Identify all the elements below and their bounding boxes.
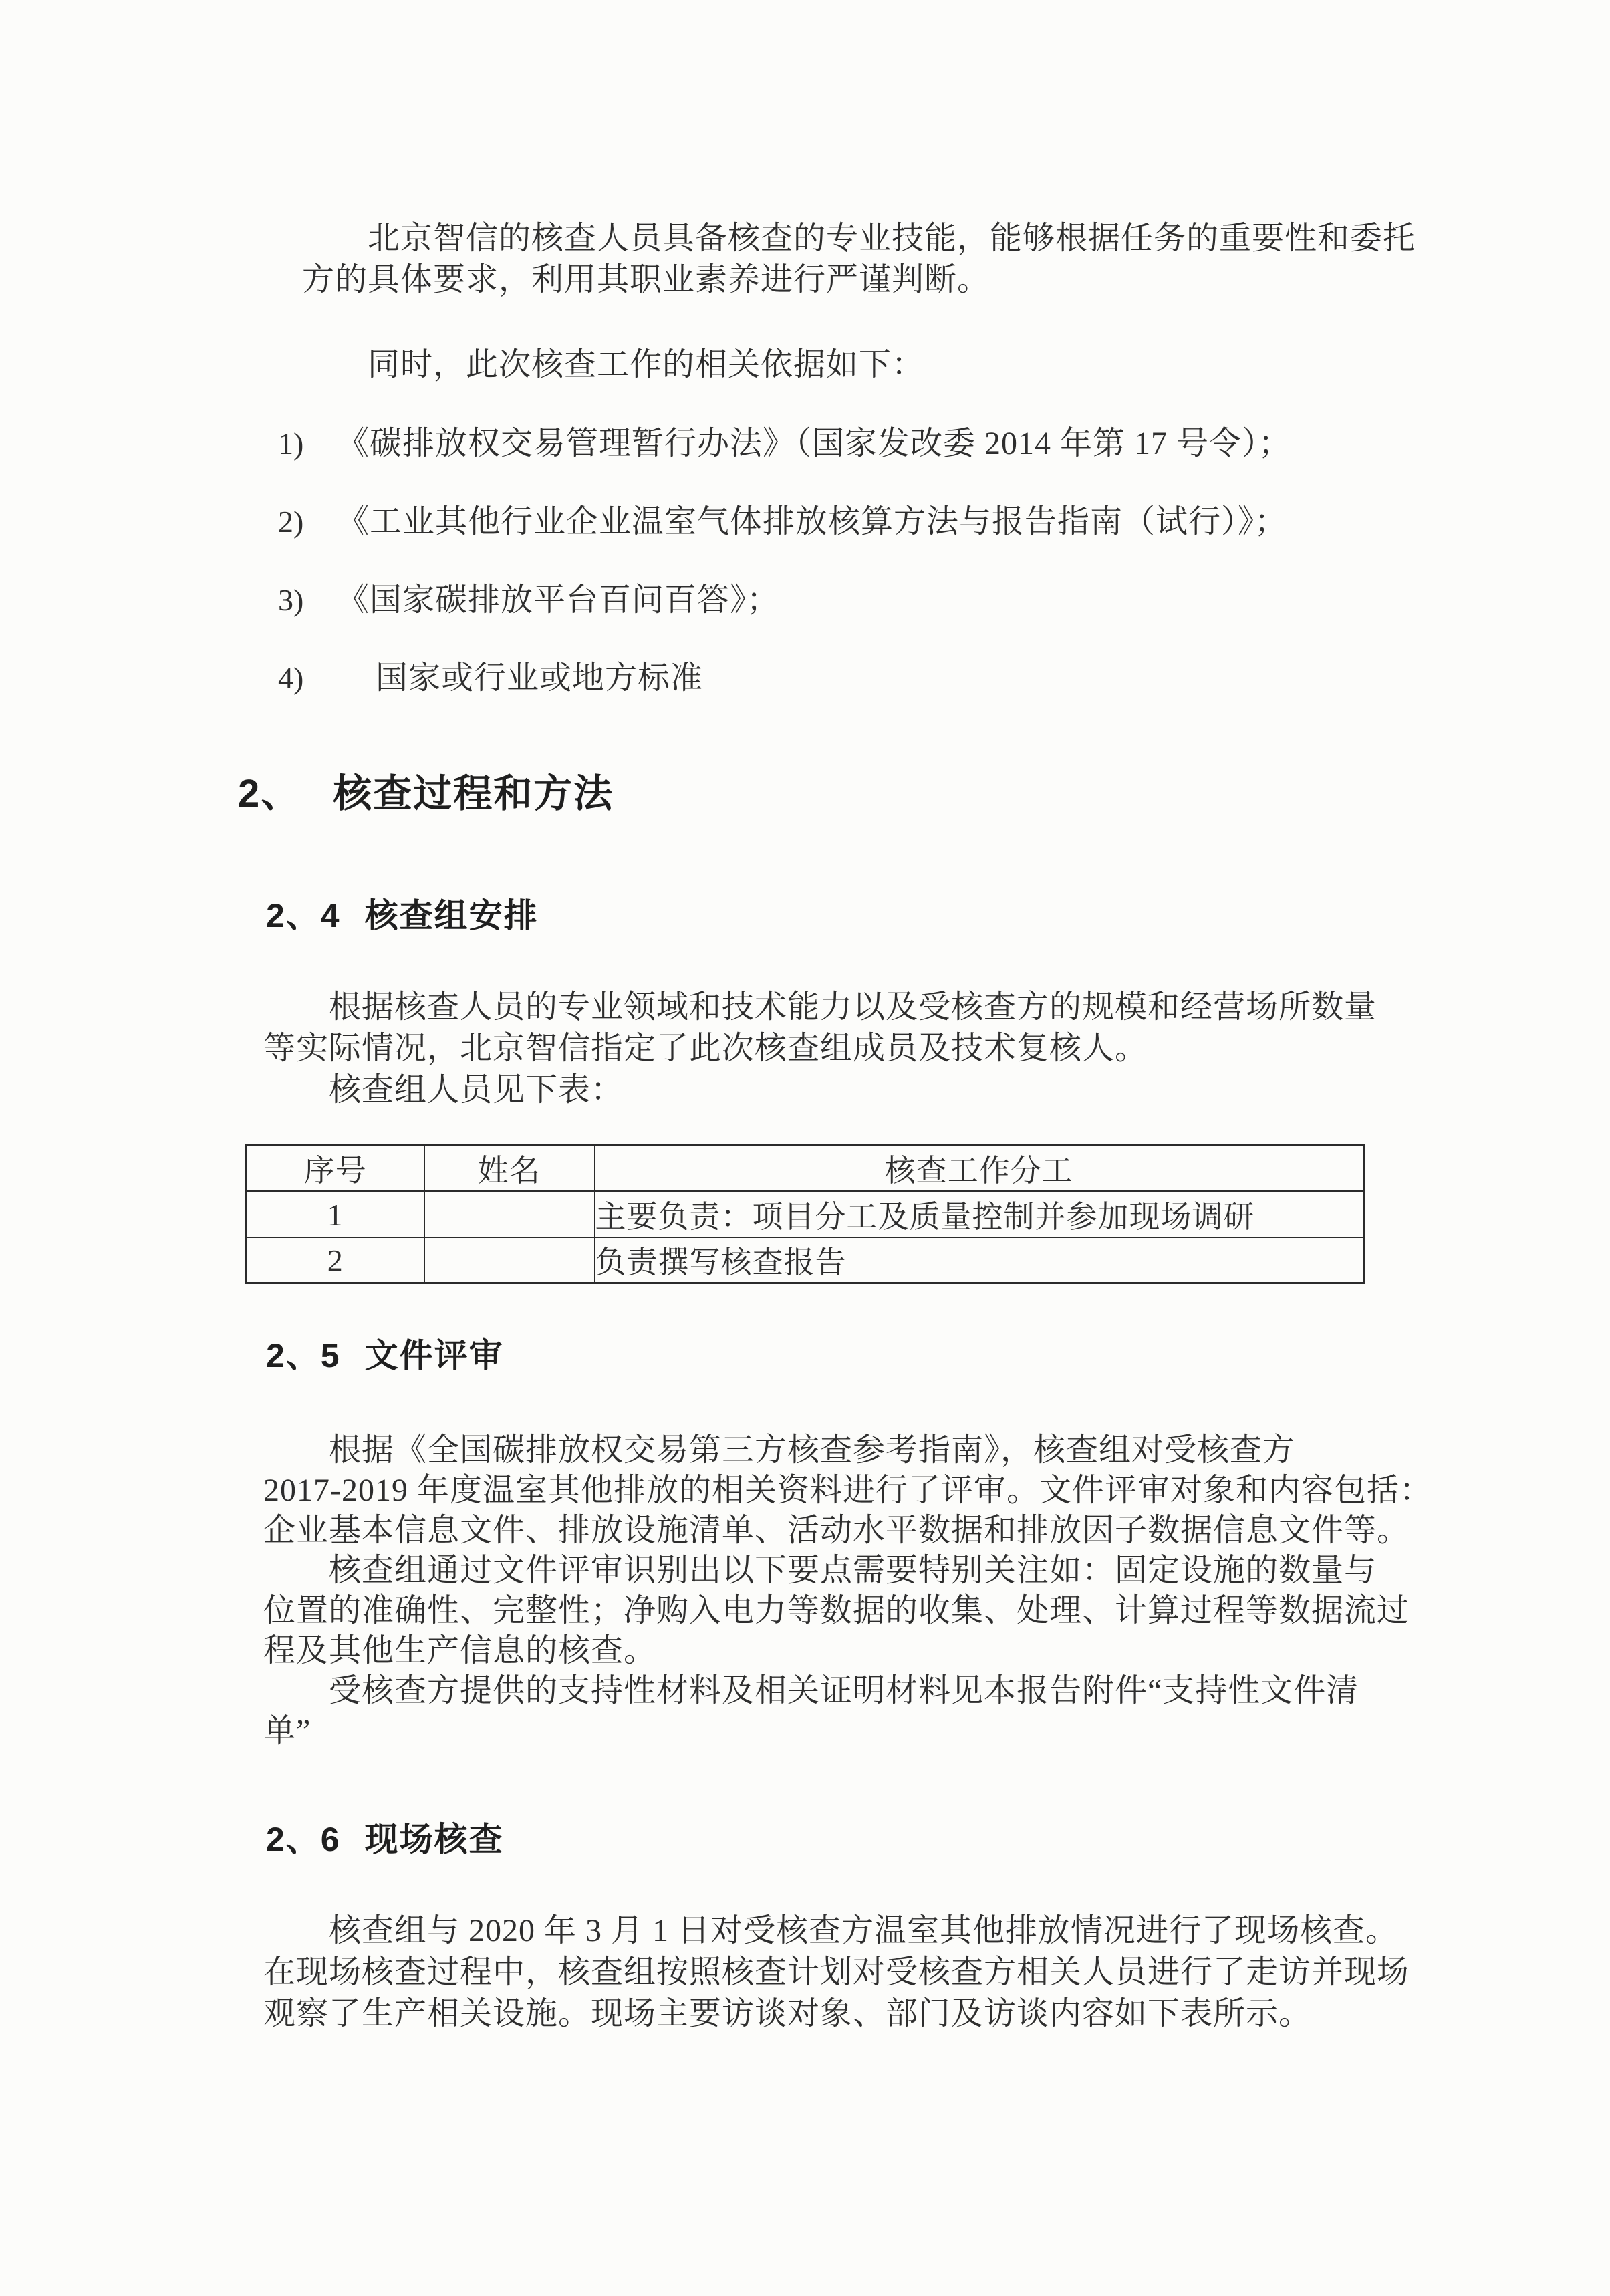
- text-line: 2017-2019 年度温室其他排放的相关资料进行了评审。文件评审对象和内容包括：: [263, 1473, 1432, 1508]
- section-2-heading: [238, 762, 614, 818]
- table-cell-name: [424, 1237, 595, 1283]
- basis-item: [278, 660, 1291, 697]
- basis-item: [278, 503, 1291, 541]
- text-line: 根据核查人员的专业领域和技术能力以及受核查方的规模和经营场所数量: [263, 989, 1377, 1025]
- table-header-row: [247, 1146, 1364, 1192]
- subsection-26-heading: [266, 1813, 504, 1861]
- text-line: 根据《全国碳排放权交易第三方核查参考指南》，核查组对受核查方: [263, 1432, 1296, 1468]
- basis-item: [278, 425, 1291, 463]
- basis-item-text: 《工业其他行业企业温室气体排放核算方法与报告指南（试行）》；: [337, 504, 1288, 539]
- subsection-25-title: 文件评审: [364, 1337, 504, 1374]
- text-line: 方的具体要求，利用其职业素养进行严谨判断。: [302, 262, 990, 297]
- text-line: 核查组人员见下表：: [263, 1072, 624, 1108]
- team-arrangement-paragraph: [263, 987, 1377, 1111]
- basis-item-marker: 2): [278, 505, 304, 539]
- table-row: [247, 1192, 1364, 1238]
- text-line: 在现场核查过程中，核查组按照核查计划对受核查方相关人员进行了走访并现场: [263, 1954, 1410, 1990]
- basis-item-marker: 3): [278, 583, 304, 617]
- subsection-24-heading: [266, 889, 539, 937]
- section-2-number: 2、: [238, 772, 301, 815]
- section-2-title: 核查过程和方法: [333, 772, 614, 815]
- text-line: 程及其他生产信息的核查。: [263, 1633, 657, 1668]
- text-line: 核查组通过文件评审识别出以下要点需要特别关注如：固定设施的数量与: [263, 1553, 1377, 1588]
- text-line: 核查组与 2020 年 3 月 1 日对受核查方温室其他排放情况进行了现场核查。: [263, 1913, 1399, 1948]
- subsection-24-title: 核查组安排: [364, 897, 539, 934]
- table-cell-duty: 主要负责：项目分工及质量控制并参加现场调研: [595, 1192, 1364, 1238]
- subsection-25-heading: [266, 1329, 504, 1377]
- team-table: [245, 1144, 1365, 1284]
- text-line: 企业基本信息文件、排放设施清单、活动水平数据和排放因子数据信息文件等。: [263, 1513, 1410, 1548]
- table-header-no: 序号: [247, 1146, 424, 1192]
- basis-intro-line: 同时，此次核查工作的相关依据如下：: [302, 347, 925, 382]
- table-row: [247, 1237, 1364, 1283]
- subsection-26-number: 2、6: [266, 1821, 341, 1858]
- text-line: 北京智信的核查人员具备核查的专业技能，能够根据任务的重要性和委托: [302, 221, 1416, 256]
- text-line: 单”: [263, 1713, 311, 1749]
- basis-item-marker: 1): [278, 426, 304, 461]
- text-line: 受核查方提供的支持性材料及相关证明材料见本报告附件“支持性文件清: [263, 1673, 1359, 1708]
- basis-item-text: 《碳排放权交易管理暂行办法》（国家发改委 2014 年第 17 号令）；: [337, 426, 1292, 461]
- intro-paragraph: [302, 218, 1416, 301]
- basis-list: [278, 425, 1291, 738]
- table-cell-duty: 负责撰写核查报告: [595, 1237, 1364, 1283]
- basis-item: [278, 582, 1291, 619]
- subsection-26-title: 现场核查: [364, 1821, 504, 1858]
- text-line: 等实际情况，北京智信指定了此次核查组成员及技术复核人。: [263, 1031, 1148, 1066]
- table-header-duty: 核查工作分工: [595, 1146, 1364, 1192]
- subsection-25-number: 2、5: [266, 1337, 341, 1374]
- document-review-paragraph: [263, 1430, 1432, 1751]
- basis-item-text: 国家或行业或地方标准: [376, 660, 704, 696]
- basis-item-marker: 4): [278, 661, 304, 695]
- text-line: 观察了生产相关设施。现场主要访谈对象、部门及访谈内容如下表所示。: [263, 1996, 1312, 2031]
- site-visit-paragraph: [263, 1910, 1410, 2035]
- table-cell-no: 1: [247, 1192, 424, 1238]
- text-line: 位置的准确性、完整性；净购入电力等数据的收集、处理、计算过程等数据流过: [263, 1593, 1410, 1628]
- basis-item-text: 《国家碳排放平台百问百答》；: [337, 582, 780, 618]
- subsection-24-number: 2、4: [266, 897, 341, 934]
- table-cell-no: 2: [247, 1237, 424, 1283]
- table-cell-name: [424, 1192, 595, 1238]
- table-header-name: 姓名: [424, 1146, 595, 1192]
